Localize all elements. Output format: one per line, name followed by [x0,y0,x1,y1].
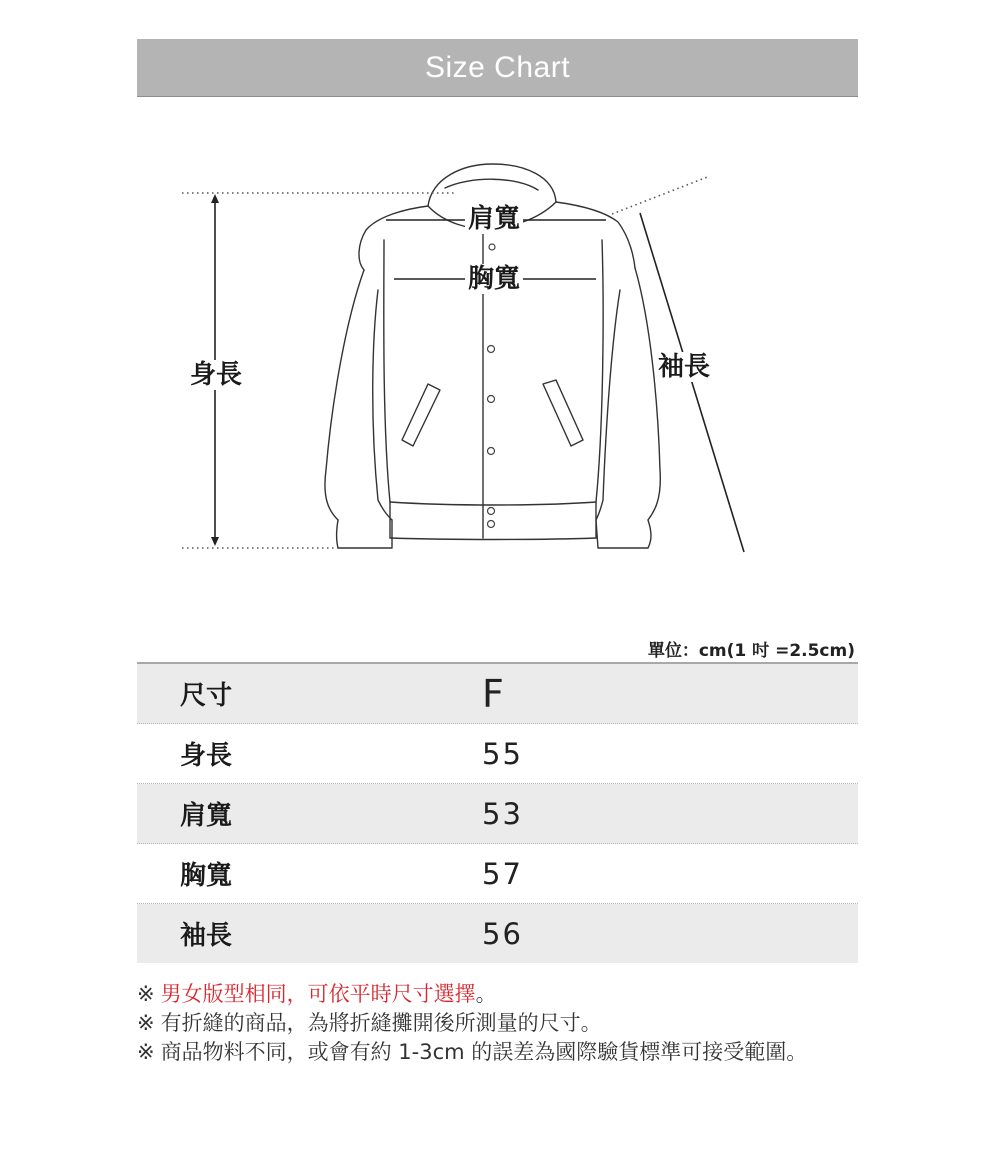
label-sleeve-length: 袖長 [655,352,713,382]
label-shoulder-width: 肩寬 [465,204,523,234]
table-row [137,784,858,844]
row-value: 53 [482,796,523,831]
table-row [137,904,858,963]
note-item [137,1009,877,1038]
unit-note: 單位：cm(1 吋 =2.5cm) [647,641,855,661]
header-label: 尺寸 [180,681,233,711]
note-tail: 。 [475,982,497,1006]
label-body-length: 身長 [187,360,245,390]
reference-mark-icon: ※ [137,982,155,1006]
size-table [137,662,858,963]
note-text: 男女版型相同，可依平時尺寸選擇 [160,982,476,1006]
row-label: 袖長 [180,921,233,951]
reference-mark-icon: ※ [137,1040,155,1064]
table-row [137,844,858,904]
row-label: 身長 [180,741,233,771]
row-value: 55 [482,736,523,771]
table-row [137,724,858,784]
row-value: 57 [482,856,523,891]
note-item [137,1038,877,1067]
page-title: Size Chart [424,50,571,84]
header-size: F [482,671,504,716]
note-text: 商品物料不同，或會有約 1-3cm 的誤差為國際驗貨標準可接受範圍。 [160,1040,808,1064]
row-value: 56 [482,916,523,951]
label-chest-width: 胸寬 [465,264,523,294]
notes [137,980,877,1067]
row-label: 肩寬 [180,801,233,831]
table-header-row [137,664,858,724]
row-label: 胸寬 [180,861,233,891]
note-text: 有折縫的商品，為將折縫攤開後所測量的尺寸。 [160,1011,602,1035]
reference-mark-icon: ※ [137,1011,155,1035]
note-item [137,980,877,1009]
